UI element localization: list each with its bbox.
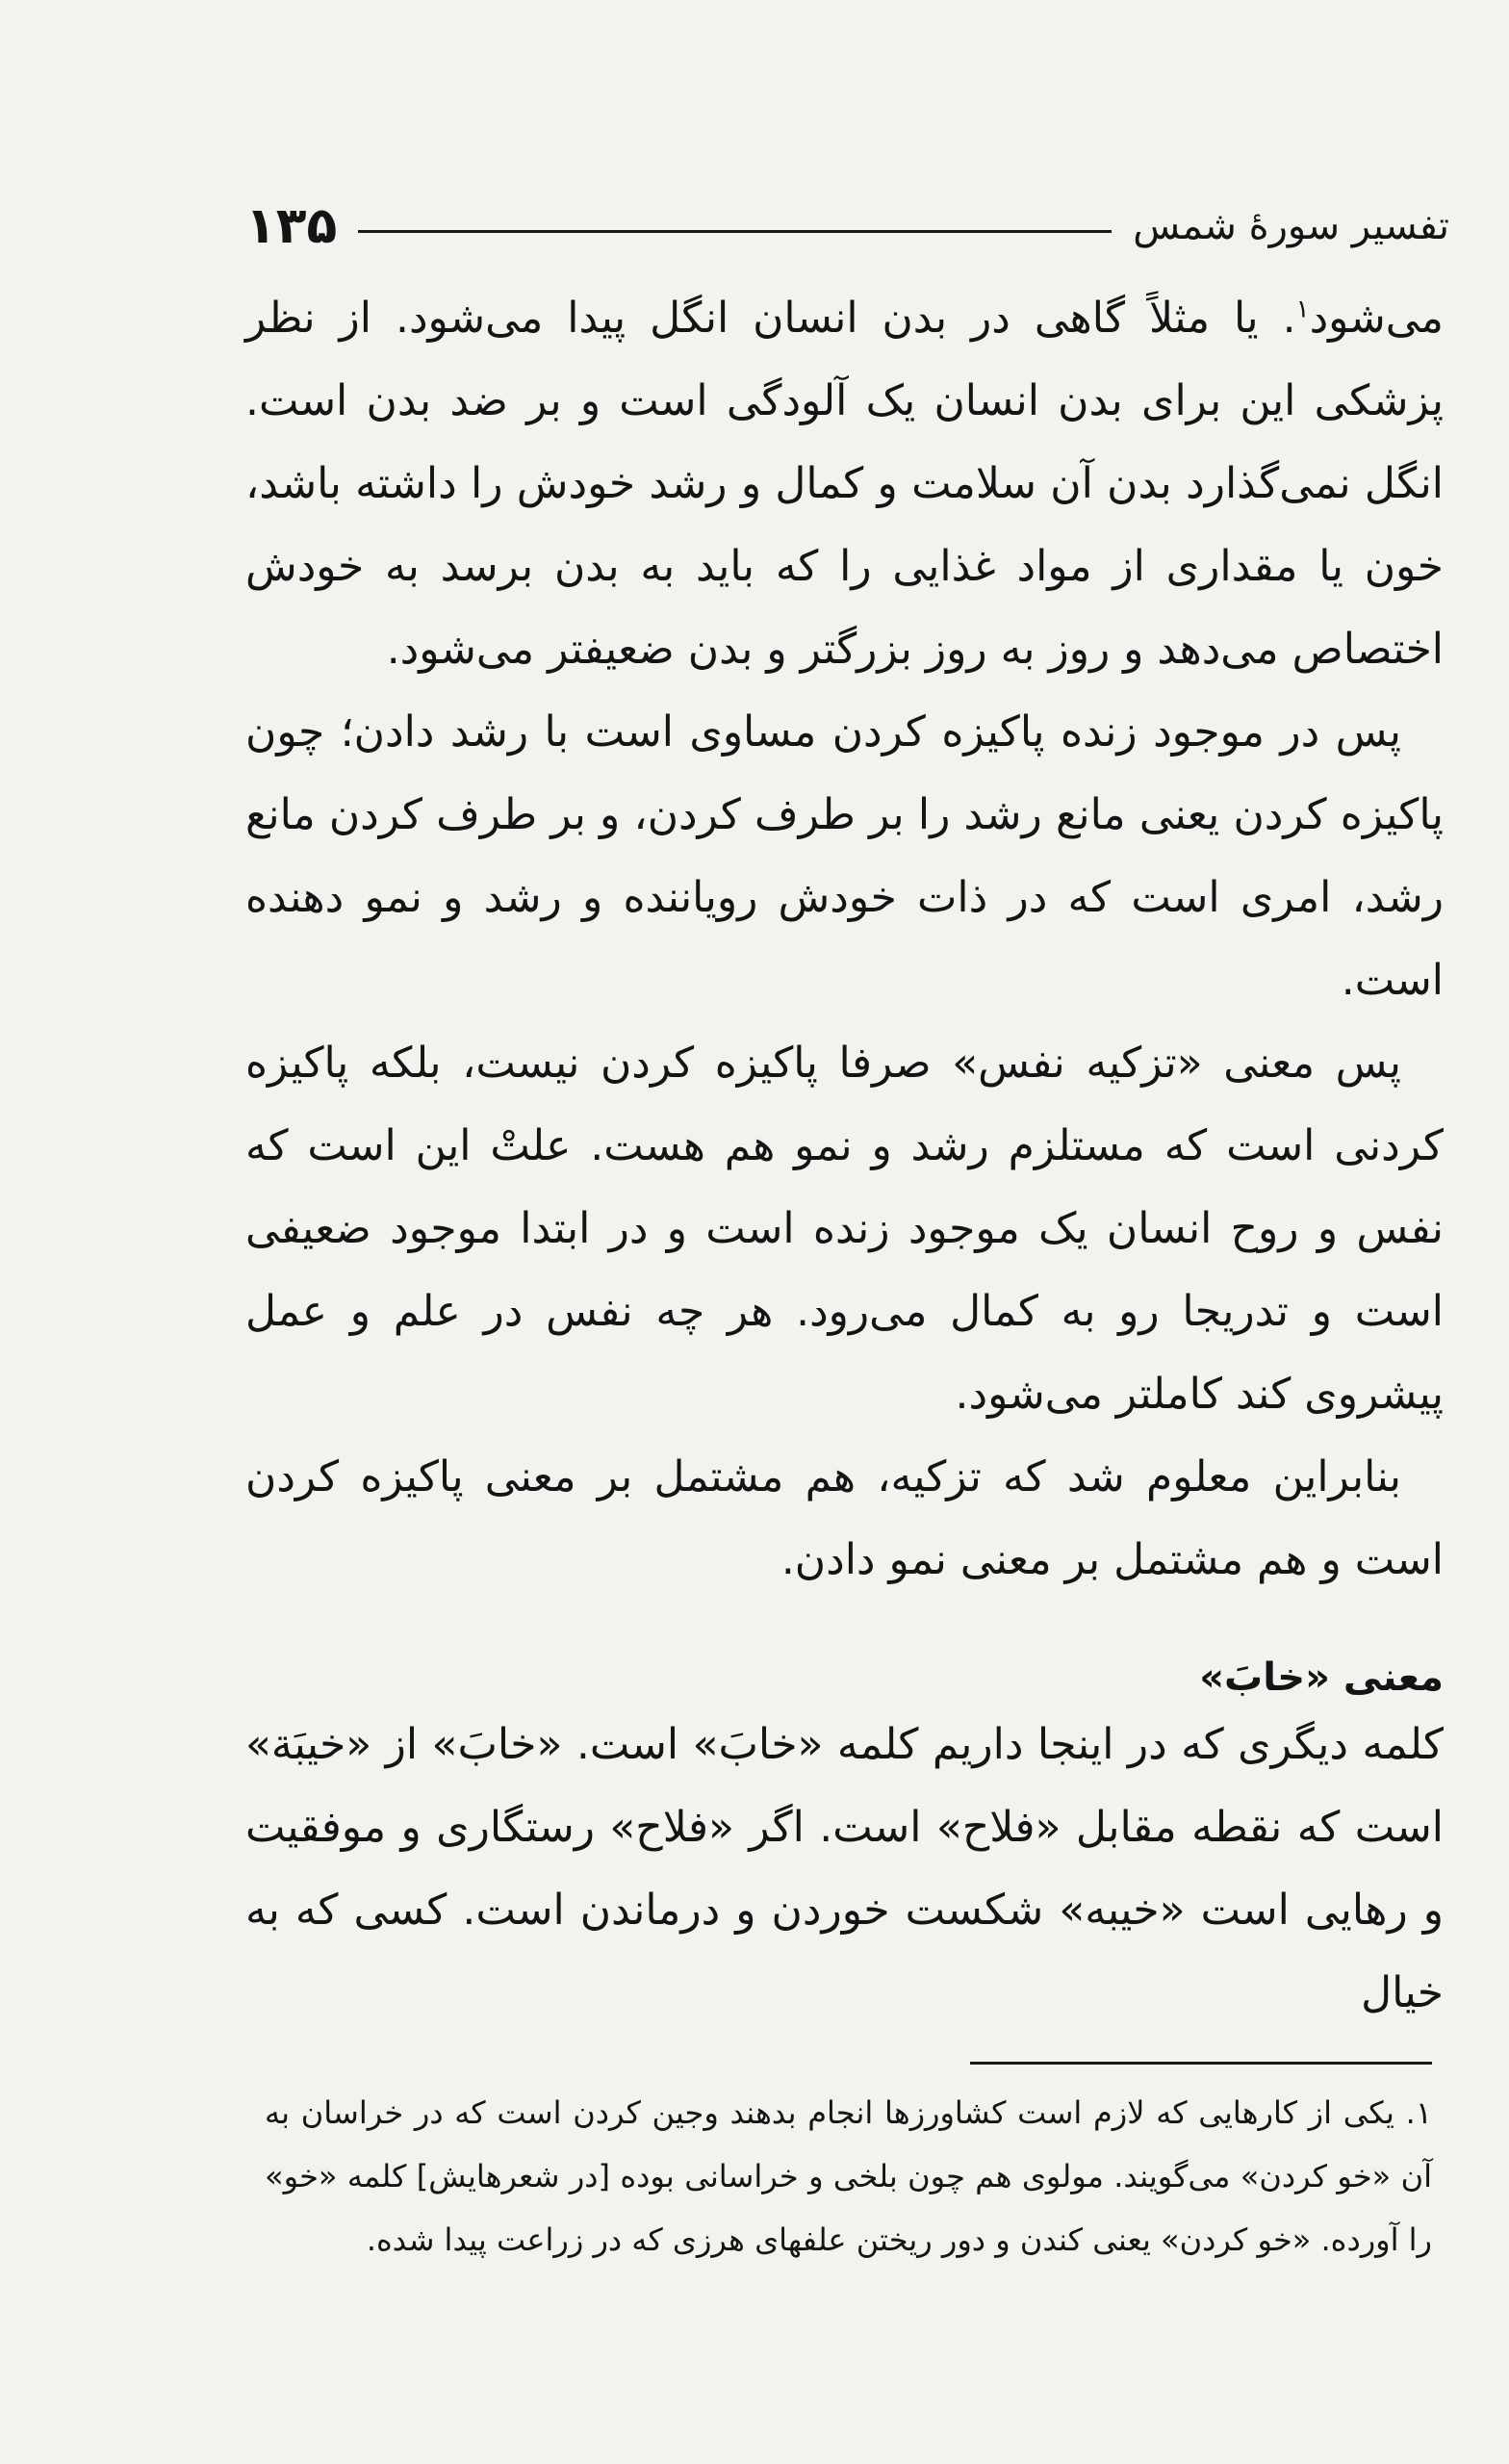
footnote-reference: ۱	[1295, 295, 1310, 324]
running-title: تفسیر سورهٔ شمس	[1133, 204, 1449, 248]
footnote-rule	[970, 2062, 1432, 2065]
header-rule	[358, 230, 1112, 233]
footnote-text: ۱. یکی از کارهایی که لازم است کشاورزها انجام بدهند وجین کردن است که در خراسان به آن «خو کردن» می‌گویند. مولوی هم چون بلخی و خراسانی بوده [در شعرهایش] کلمه «خو» را آورده. «خو کردن» یعنی کندن و دور ریختن علفهای هرزی که در زراعت پیدا شده.	[265, 2094, 1432, 2258]
section-heading: معنی «خابَ»	[1199, 1656, 1444, 1700]
paragraph-1-rest: . یا مثلاً گاهی در بدن انسان انگل پیدا می‌شود. از نظر پزشکی این برای بدن انسان یک آلودگی است و بر ضد بدن است. انگل نمی‌گذارد بدن آن سلامت و کمال و رشد خودش را داشته باشد، خون یا مقداری از مواد غذایی را که باید به بدن برسد به خودش اختصاص می‌دهد و روز به روز بزرگتر و بدن ضعیفتر می‌شود.	[245, 294, 1444, 674]
paragraph-1	[245, 277, 1444, 691]
running-header	[245, 192, 1449, 260]
paragraph-1-lead: می‌شود	[1309, 294, 1444, 343]
section-body	[245, 1704, 1444, 2035]
page-number: ۱۳۵	[245, 197, 338, 255]
section-paragraph: کلمه دیگری که در اینجا داریم کلمه «خابَ» است. «خابَ» از «خیبَة» است که نقطه مقابل «فلاح» است. اگر «فلاح» رستگاری و موفقیت و رهایی است «خیبه» شکست خوردن و درماندن است. کسی که به خیال	[245, 1720, 1444, 2017]
paragraph-4: بنابراین معلوم شد که تزکیه، هم مشتمل بر معنی پاکیزه کردن است و هم مشتمل بر معنی نمو دادن.	[245, 1452, 1444, 1584]
body-text	[245, 277, 1444, 1602]
paragraph-3: پس معنی «تزکیه نفس» صرفا پاکیزه کردن نیست، بلکه پاکیزه کردنی است که مستلزم رشد و نمو هم هست. علتْ این است که نفس و روح انسان یک موجود زنده است و در ابتدا موجود ضعیفی است و تدریجا رو به کمال می‌رود. هر چه نفس در علم و عمل پیشروی کند کاملتر می‌شود.	[245, 1039, 1444, 1419]
footnote	[265, 2081, 1432, 2272]
paragraph-2: پس در موجود زنده پاکیزه کردن مساوی است با رشد دادن؛ چون پاکیزه کردن یعنی مانع رشد را بر طرف کردن، و بر طرف کردن مانع رشد، امری است که در ذات خودش رویاننده و رشد و نمو دهنده است.	[245, 707, 1444, 1005]
